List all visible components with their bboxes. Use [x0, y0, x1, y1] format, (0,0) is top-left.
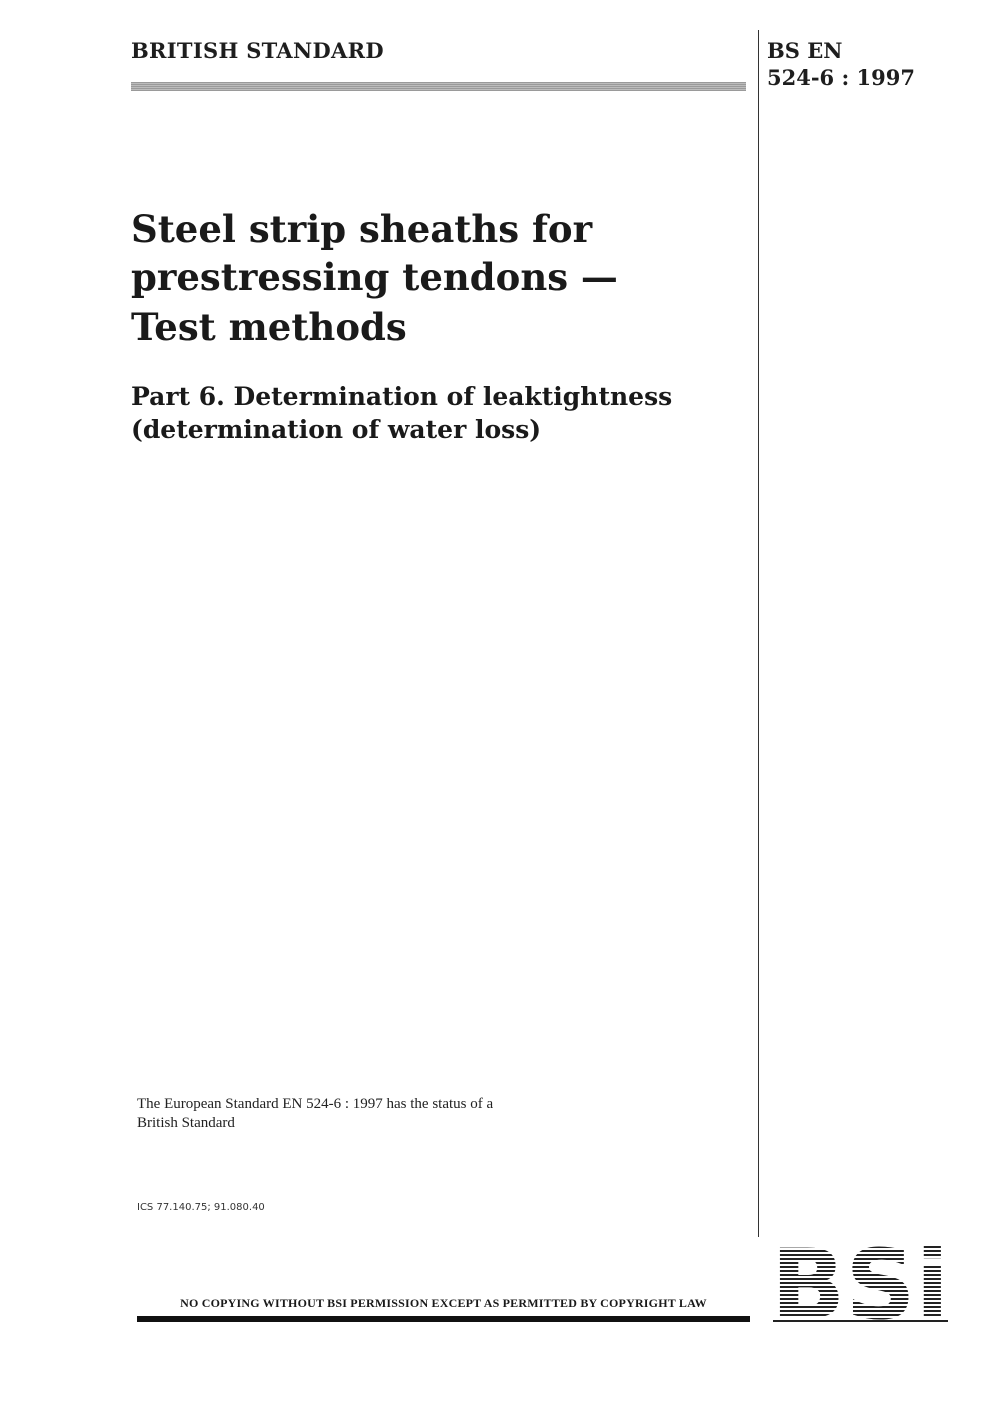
status-note: [137, 1095, 577, 1133]
header-rule: [131, 82, 746, 91]
part-title-line1: Part 6. Determination of leaktightness: [131, 382, 673, 411]
copyright-notice: NO COPYING WITHOUT BSI PERMISSION EXCEPT AS PERMITTED BY COPYRIGHT LAW: [180, 1296, 707, 1310]
standard-number-line2: 524-6 : 1997: [767, 65, 915, 90]
title-line1: Steel strip sheaths for: [131, 207, 593, 251]
title-line2: prestressing tendons —: [131, 255, 618, 299]
ics-code: ICS 77.140.75; 91.080.40: [137, 1202, 265, 1213]
title-line3: Test methods: [131, 305, 407, 349]
bsi-logo: [773, 1238, 948, 1322]
part-title: [131, 380, 751, 446]
status-note-line2: British Standard: [137, 1115, 235, 1131]
footer-rule: [137, 1316, 750, 1322]
standard-number-line1: BS EN: [767, 38, 843, 63]
standard-number: [767, 37, 915, 91]
status-note-line1: The European Standard EN 524-6 : 1997 has the status of a: [137, 1096, 494, 1112]
document-series-label: BRITISH STANDARD: [131, 38, 384, 63]
part-title-line2: (determination of water loss): [131, 415, 542, 444]
vertical-divider: [758, 30, 759, 1237]
document-title: [131, 205, 751, 301]
